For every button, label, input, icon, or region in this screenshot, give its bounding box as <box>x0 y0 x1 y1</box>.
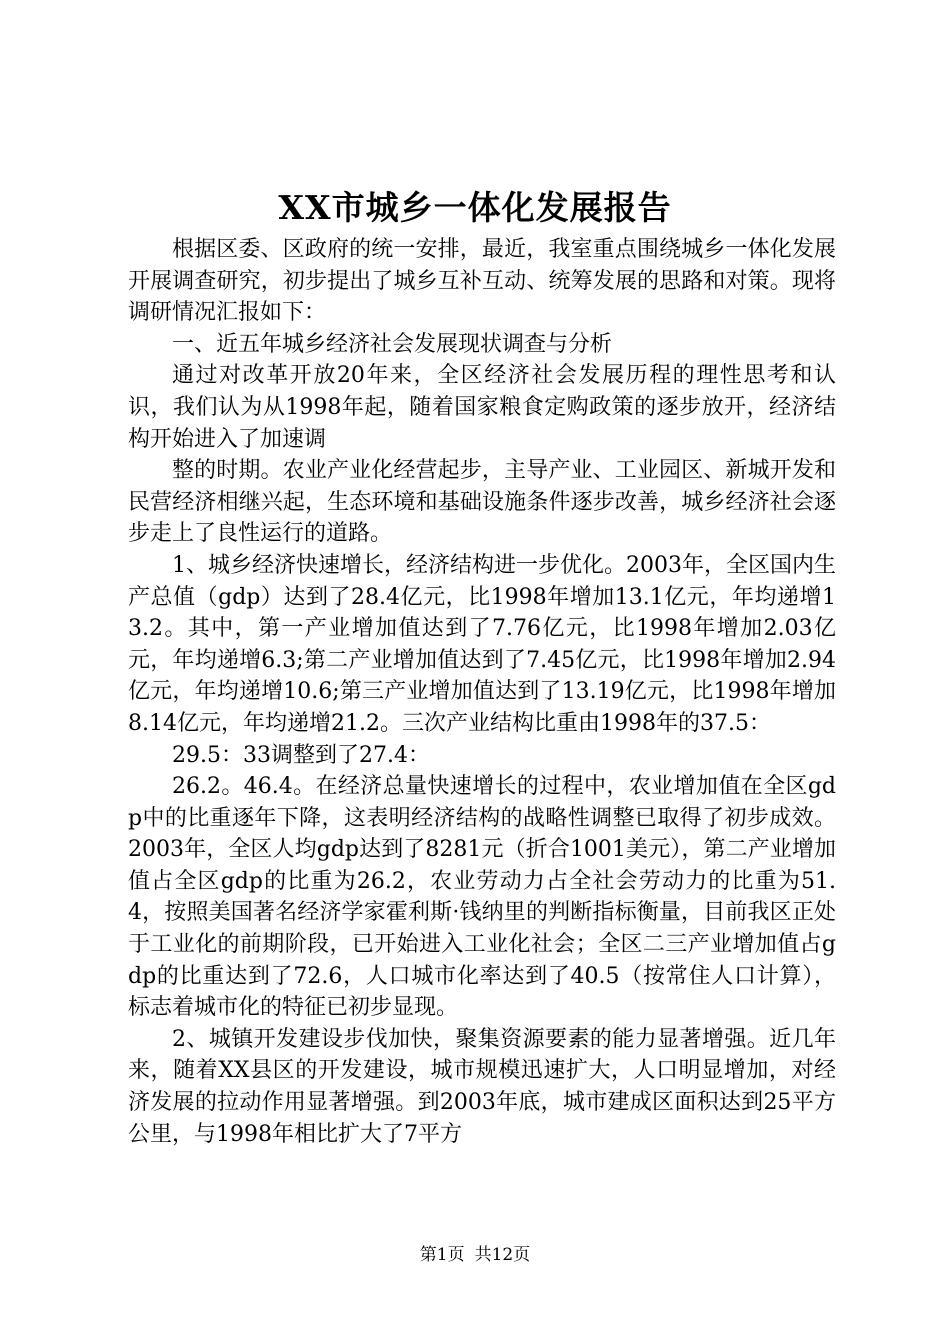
paragraph-urban-development: 2、城镇开发建设步伐加快，聚集资源要素的能力显著增强。近几年来，随着XX县区的开发建设，城市规模迅速扩大，人口明显增加，对经济发展的拉动作用显著增强。到2003年底，城市建成区面积达到25平方公里，与1998年相比扩大了7平方 <box>128 1026 836 1147</box>
document-body <box>128 234 836 1150</box>
paragraph: 通过对改革开放20年来，全区经济社会发展历程的理性思考和认识，我们认为从1998年起，随着国家粮食定购政策的逐步放开，经济结构开始进入了加速调 <box>128 363 836 452</box>
paragraph: 29.5：33调整到了27.4： <box>172 742 430 768</box>
page-footer <box>0 1243 950 1267</box>
paragraph-intro: 根据区委、区政府的统一安排，最近，我室重点围绕城乡一体化发展开展调查研究，初步提出了城乡互补互动、统筹发展的思路和对策。现将调研情况汇报如下： <box>128 237 836 326</box>
document-title: XX市城乡一体化发展报告 <box>278 188 672 227</box>
paragraph-economic-growth: 1、城乡经济快速增长，经济结构进一步优化。2003年，全区国内生产总值（gdp）达到了28.4亿元，比1998年增加13.1亿元，年均递增13.2。其中，第一产业增加值达到了7.76亿元，比1998年增加2.03亿元，年均递增6.3;第二产业增加值达到了7.45亿元，比1998年增加2.94亿元，年均递增10.6;第三产业增加值达到了13.19亿元，比1998年增加8.14亿元，年均递增21.2。三次产业结构比重由1998年的37.5： <box>128 552 836 736</box>
paragraph: 26.2。46.4。在经济总量快速增长的过程中，农业增加值在全区gdp中的比重逐年下降，这表明经济结构的战略性调整已取得了初步成效。2003年，全区人均gdp达到了8281元（折合1001美元），第二产业增加值占全区gdp的比重为26.2，农业劳动力占全社会劳动力的比重为51.4，按照美国著名经济学家霍利斯·钱纳里的判断指标衡量，目前我区正处于工业化的前期阶段，已开始进入工业化社会；全区二三产业增加值占gdp的比重达到了72.6，人口城市化率达到了40.5（按常住人口计算），标志着城市化的特征已初步显现。 <box>128 774 836 1021</box>
paragraph: 整的时期。农业产业化经营起步，主导产业、工业园区、新城开发和民营经济相继兴起，生态环境和基础设施条件逐步改善，城乡经济社会逐步走上了良性运行的道路。 <box>128 458 836 547</box>
section-heading-1: 一、近五年城乡经济社会发展现状调查与分析 <box>172 331 613 357</box>
page-number: 第1页 <box>419 1245 465 1265</box>
page-total: 共12页 <box>474 1245 531 1265</box>
